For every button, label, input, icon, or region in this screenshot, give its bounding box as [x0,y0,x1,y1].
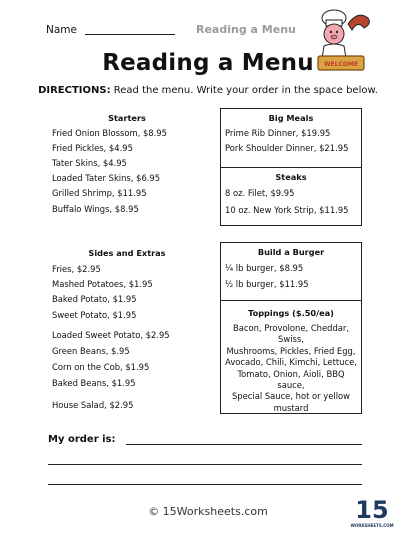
steaks-title: Steaks [275,172,307,182]
starters-item: Tater Skins, $4.95 [52,158,127,168]
sides-item: Fries, $2.95 [52,264,101,274]
sign-text: WELCOME [323,61,359,68]
big-meals-item: Prime Rib Dinner, $19.95 [225,128,331,138]
toppings-list [224,323,358,414]
big-meals-title: Big Meals [268,113,314,123]
directions-text: Read the menu. Write your order in the space below. [110,85,378,96]
name-line[interactable] [85,25,175,35]
order-line[interactable] [48,484,362,485]
box-divider [220,300,362,301]
sides-item: Mashed Potatoes, $1.95 [52,279,153,289]
sides-item: Corn on the Cob, $1.95 [52,362,150,372]
name-label: Name [46,24,77,36]
steaks-item: 10 oz. New York Strip, $11.95 [225,205,349,215]
big-meals-item: Pork Shoulder Dinner, $21.95 [225,143,349,153]
steaks-item: 8 oz. Filet, $9.95 [225,188,295,198]
burger-item: ½ lb burger, $11.95 [225,279,309,289]
box-divider [220,167,362,168]
toppings-line: mustard [273,402,309,413]
directions [0,85,416,96]
logo-word: WORKSHEETS.COM [350,523,394,528]
logo-number: 15 [355,496,389,524]
sides-item: Green Beans, $.95 [52,346,130,356]
toppings-title: Toppings ($.50/ea) [248,308,334,318]
toppings-line: Avocado, Chili, Kimchi, Lettuce, [225,357,357,368]
sides-item: Sweet Potato, $1.95 [52,310,137,320]
directions-label: DIRECTIONS: [38,85,111,96]
toppings-line: Special Sauce, hot or yellow [231,391,351,402]
page-title: Reading a Menu [102,50,314,76]
sheet-label: Reading a Menu [196,23,296,36]
name-row [46,24,175,36]
order-line[interactable] [126,444,362,445]
burger-item: ¼ lb burger, $8.95 [225,263,304,273]
sides-item: House Salad, $2.95 [52,400,134,410]
worksheets-logo [350,492,394,532]
starters-item: Fried Onion Blossom, $8.95 [52,128,167,138]
sides-item: Baked Beans, $1.95 [52,378,136,388]
toppings-line: Bacon, Provolone, Cheddar, Swiss, [232,323,350,345]
footer-copyright: © 15Worksheets.com [148,505,268,518]
order-label: My order is: [48,434,116,445]
starters-item: Buffalo Wings, $8.95 [52,204,139,214]
starters-item: Fried Pickles, $4.95 [52,143,133,153]
sides-item: Loaded Sweet Potato, $2.95 [52,330,170,340]
starters-item: Grilled Shrimp, $11.95 [52,188,147,198]
burger-title: Build a Burger [257,247,325,257]
starters-item: Loaded Tater Skins, $6.95 [52,173,161,183]
sides-item: Baked Potato, $1.95 [52,294,137,304]
starters-title: Starters [108,113,146,123]
toppings-line: Tomato, Onion, Aioli, BBQ sauce, [237,368,345,391]
toppings-line: Mushrooms, Pickles, Fried Egg, [226,345,356,356]
order-line[interactable] [48,464,362,465]
sides-title: Sides and Extras [88,248,166,258]
